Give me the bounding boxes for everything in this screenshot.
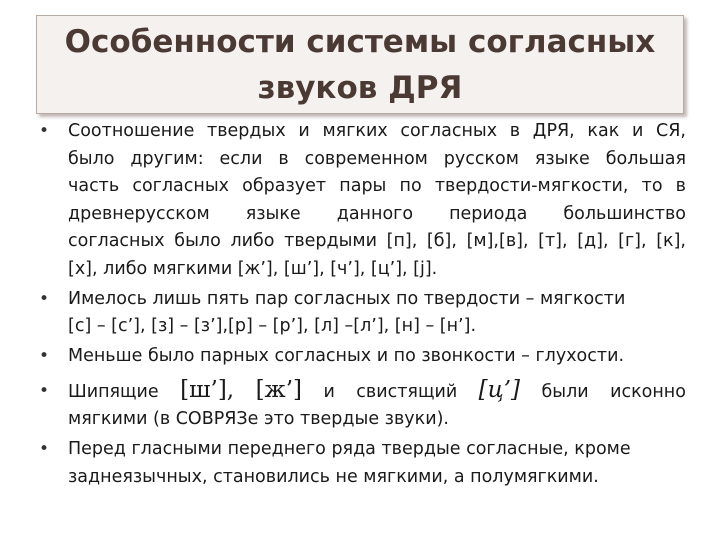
word-svistyashchiy: и свистящий xyxy=(323,382,458,403)
bullet-item-5 xyxy=(36,436,686,491)
text-line: согласных было либо твердыми [п], [б], [м],[в], [т], [д], [г], [к], xyxy=(68,231,686,252)
sound-sh: [ш’], xyxy=(180,377,235,404)
bullet-dot-icon: • xyxy=(39,345,50,366)
text-line: часть согласных образует пары по твердости-мягкости, то в xyxy=(68,176,686,197)
text-line xyxy=(68,374,686,406)
text-line: заднеязычных, становились не мягкими, а полумягкими. xyxy=(68,466,599,487)
title-line-2: звуков ДРЯ xyxy=(257,70,463,106)
slide-title xyxy=(36,15,684,111)
bullet-item-2 xyxy=(36,286,686,341)
bullet-item-4 xyxy=(36,374,686,434)
bullet-list xyxy=(36,118,686,493)
title-line-1: Особенности системы согласных xyxy=(64,24,656,60)
text-line: Имелось лишь пять пар согласных по твердости – мягкости xyxy=(68,288,626,309)
text-line: [с] – [с’], [з] – [з’],[р] – [р’], [л] –[л’], [н] – [н’]. xyxy=(68,316,477,337)
word-byli-iskonno: были исконно xyxy=(541,382,686,403)
text-line: Соотношение твердых и мягких согласных в ДРЯ, как и СЯ, xyxy=(68,121,686,141)
bullet-dot-icon: • xyxy=(39,438,50,459)
text-line: Меньше было парных согласных и по звонкости – глухости. xyxy=(68,345,625,366)
text-line: древнерусском языке данного периода большинство xyxy=(68,203,686,224)
bullet-item-1 xyxy=(36,118,686,284)
bullet-dot-icon: • xyxy=(39,288,50,309)
word-shipyashchie: Шипящие xyxy=(68,382,159,403)
text-line: Перед гласными переднего ряда твердые согласные, кроме xyxy=(68,438,631,459)
bullet-dot-icon: • xyxy=(39,121,50,141)
text-line: было другим: если в современном русском языке большая xyxy=(68,148,686,169)
bullet-dot-icon: • xyxy=(39,381,50,402)
sound-zh: [ж’] xyxy=(255,377,302,404)
bullet-item-3 xyxy=(36,343,686,371)
sound-ts: [ц’] xyxy=(478,377,520,404)
text-line: [х], либо мягкими [ж’], [ш’], [ч’], [ц’], [j]. xyxy=(68,258,438,279)
text-line: мягкими (в СОВРЯЗе это твердые звуки). xyxy=(68,409,449,430)
